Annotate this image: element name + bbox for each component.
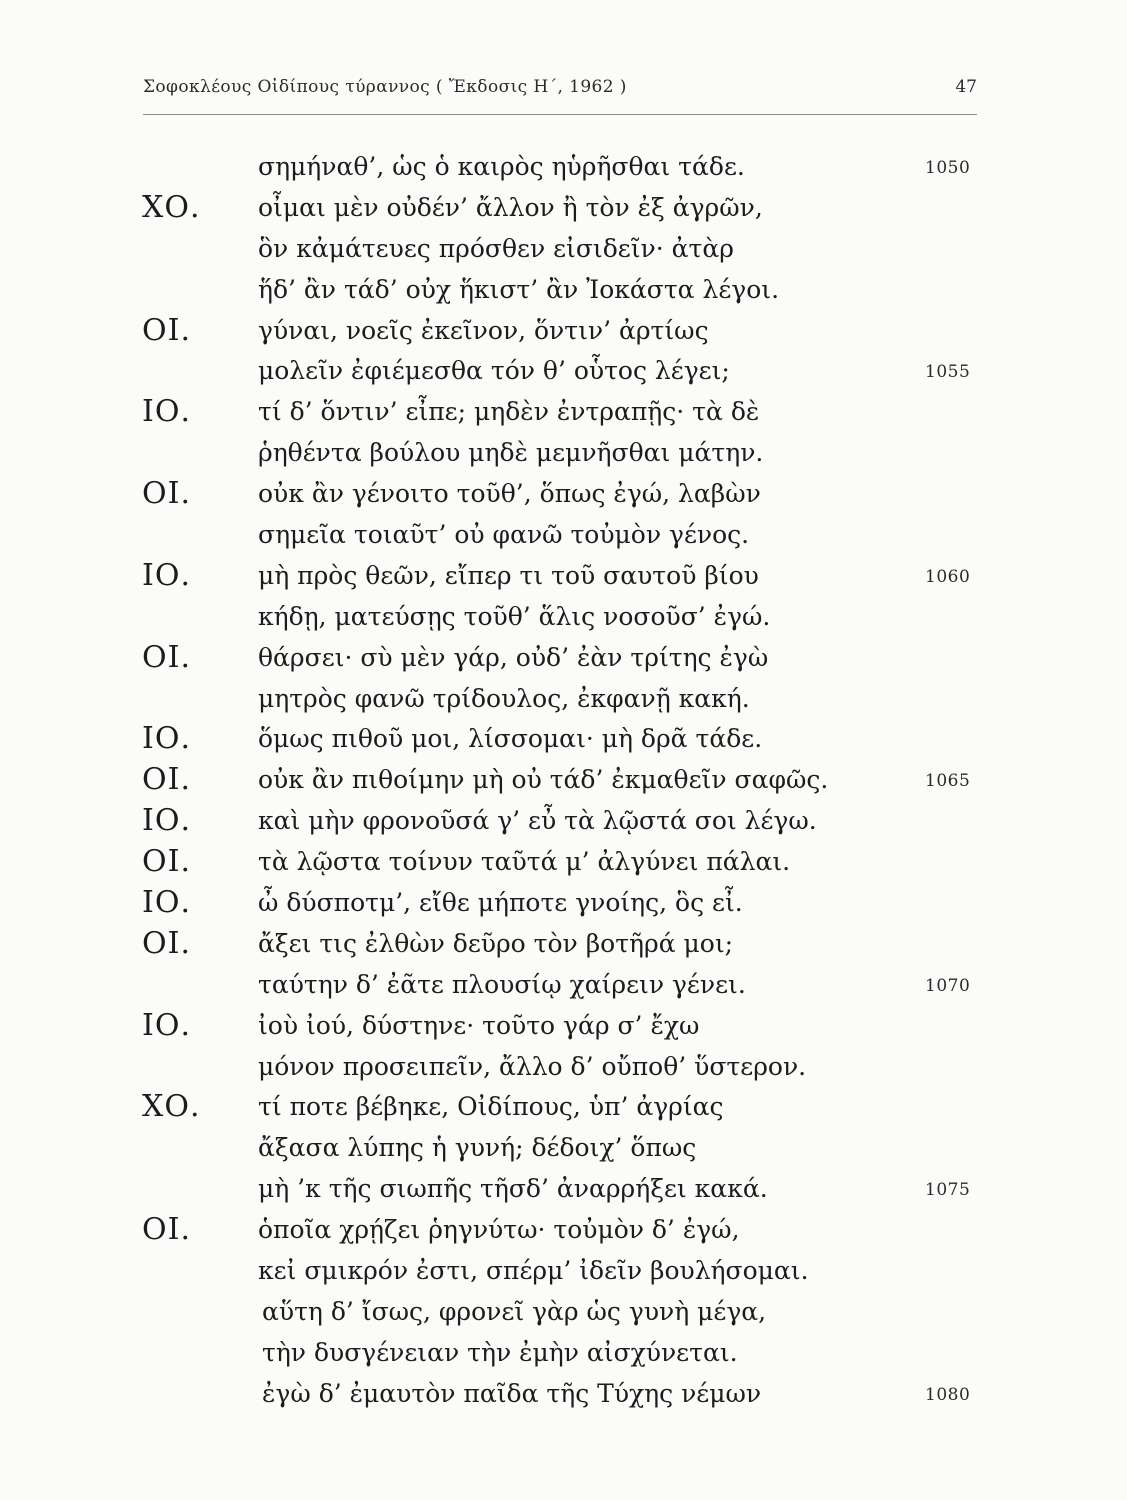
verse-line — [0, 1210, 1127, 1251]
verse-line — [0, 638, 1127, 679]
line-number: 1070 — [925, 975, 971, 996]
speaker-label: ΟΙ. — [142, 312, 191, 348]
verse-line — [0, 801, 1127, 842]
page-number: 47 — [955, 77, 977, 97]
line-number: 1075 — [925, 1180, 971, 1201]
verse-line — [0, 1333, 1127, 1374]
verse-text: ταύτην δ’ ἐᾶτε πλουσίῳ χαίρειν γένει. — [258, 969, 746, 999]
verse-text: ὁποῖα χρῄζει ῥηγνύτω· τοὐμὸν δ’ ἐγώ, — [258, 1215, 740, 1245]
speaker-label: ΧΟ. — [142, 1089, 201, 1125]
verse-line — [0, 1169, 1127, 1210]
verse-text: μὴ ’κ τῆς σιωπῆς τῆσδ’ ἀναρρήξει κακά. — [258, 1174, 768, 1204]
verse-text: ῥηθέντα βούλου μηδὲ μεμνῆσθαι μάτην. — [258, 438, 764, 468]
verse-line — [0, 1374, 1127, 1415]
verse-line — [0, 1087, 1127, 1128]
verse-text: μολεῖν ἐφιέμεσθα τόν θ’ οὗτος λέγει; — [258, 356, 730, 386]
verse-line — [0, 1128, 1127, 1169]
verse-text: σημεῖα τοιαῦτ’ οὐ φανῶ τοὐμὸν γένος. — [258, 520, 750, 550]
verse-text: κεἰ σμικρόν ἐστι, σπέρμ’ ἰδεῖν βουλήσομαι. — [258, 1256, 809, 1286]
line-number: 1060 — [925, 566, 971, 587]
verse-text: σημήναθ’, ὡς ὁ καιρὸς ηὑρῆσθαι τάδε. — [258, 152, 745, 181]
verse-line — [0, 1047, 1127, 1088]
verse-line — [0, 433, 1127, 474]
verse-text: τὰ λῷστα τοίνυν ταῦτά μ’ ἀλγύνει πάλαι. — [258, 847, 791, 877]
verse-text: ὃν κἀμάτευες πρόσθεν εἰσιδεῖν· ἀτὰρ — [258, 233, 734, 263]
verse-line — [0, 1006, 1127, 1047]
verse-line — [0, 229, 1127, 270]
verse-text: αὕτη δ’ ἴσως, φρονεῖ γὰρ ὡς γυνὴ μέγα, — [262, 1296, 767, 1326]
verse-text: οὐκ ἂν πιθοίμην μὴ οὐ τάδ’ ἐκμαθεῖν σαφῶς. — [258, 765, 829, 795]
verse-list — [0, 147, 1127, 1415]
verse-text: ἄξει τις ἐλθὼν δεῦρο τὸν βοτῆρά μοι; — [258, 928, 734, 958]
verse-line — [0, 924, 1127, 965]
verse-line — [0, 760, 1127, 801]
speaker-label: ΙΟ. — [142, 557, 191, 593]
verse-line — [0, 1251, 1127, 1292]
line-number: 1055 — [925, 362, 971, 383]
verse-text: ἐγὼ δ’ ἐμαυτὸν παῖδα τῆς Τύχης νέμων — [262, 1378, 762, 1408]
verse-text: ὅμως πιθοῦ μοι, λίσσομαι· μὴ δρᾶ τάδε. — [258, 724, 763, 754]
verse-line — [0, 842, 1127, 883]
running-header — [143, 74, 977, 108]
speaker-label: ΙΟ. — [142, 885, 191, 921]
verse-line — [0, 556, 1127, 597]
line-number: 1065 — [925, 771, 971, 792]
verse-text: θάρσει· σὺ μὲν γάρ, οὐδ’ ἐὰν τρίτης ἐγὼ — [258, 642, 769, 672]
verse-text: γύναι, νοεῖς ἐκεῖνον, ὅντιν’ ἀρτίως — [258, 315, 709, 345]
verse-text: μὴ πρὸς θεῶν, εἴπερ τι τοῦ σαυτοῦ βίου — [258, 560, 759, 590]
verse-line — [0, 883, 1127, 924]
verse-text: κήδῃ, ματεύσῃς τοῦθ’ ἅλις νοσοῦσ’ ἐγώ. — [258, 601, 771, 631]
running-title: Σοφοκλέους Οἰδίπους τύραννος ( Ἔκδοσις Η΄, 1962 ) — [143, 77, 627, 97]
header-rule — [143, 114, 977, 115]
verse-line — [0, 1292, 1127, 1333]
verse-text: ὦ δύσποτμ’, εἴθε μήποτε γνοίης, ὃς εἶ. — [258, 888, 743, 918]
verse-line — [0, 188, 1127, 229]
verse-line — [0, 474, 1127, 515]
speaker-label: ΟΙ. — [142, 925, 191, 961]
verse-line — [0, 515, 1127, 556]
verse-line — [0, 351, 1127, 392]
speaker-label: ΙΟ. — [142, 803, 191, 839]
verse-line — [0, 679, 1127, 720]
verse-line — [0, 392, 1127, 433]
speaker-label: ΙΟ. — [142, 394, 191, 430]
verse-text: καὶ μὴν φρονοῦσά γ’ εὖ τὰ λῷστά σοι λέγω. — [258, 806, 817, 836]
speaker-label: ΟΙ. — [142, 639, 191, 675]
speaker-label: ΟΙ. — [142, 844, 191, 880]
verse-line — [0, 147, 1127, 188]
verse-text: οὐκ ἂν γένοιτο τοῦθ’, ὅπως ἐγώ, λαβὼν — [258, 479, 761, 509]
speaker-label: ΙΟ. — [142, 721, 191, 757]
verse-text: τί δ’ ὅντιν’ εἶπε; μηδὲν ἐντραπῇς· τὰ δὲ — [258, 397, 760, 427]
verse-line — [0, 270, 1127, 311]
verse-text: τί ποτε βέβηκε, Οἰδίπους, ὑπ’ ἀγρίας — [258, 1092, 724, 1122]
verse-text: ἄξασα λύπης ἡ γυνή; δέδοιχ’ ὅπως — [258, 1133, 697, 1163]
verse-line — [0, 719, 1127, 760]
line-number: 1080 — [925, 1384, 971, 1405]
verse-text: ἰοὺ ἰού, δύστηνε· τοῦτο γάρ σ’ ἔχω — [258, 1010, 700, 1040]
verse-text: μητρὸς φανῶ τρίδουλος, ἐκφανῇ κακή. — [258, 683, 750, 713]
line-number: 1050 — [925, 158, 971, 178]
verse-line — [0, 597, 1127, 638]
speaker-label: ΟΙ. — [142, 1212, 191, 1248]
verse-text: ἥδ’ ἂν τάδ’ οὐχ ἥκιστ’ ἂν Ἰοκάστα λέγοι. — [258, 274, 780, 304]
verse-text: μόνον προσειπεῖν, ἄλλο δ’ οὔποθ’ ὕστερον. — [258, 1051, 807, 1081]
verse-text: οἶμαι μὲν οὐδέν’ ἄλλον ἢ τὸν ἐξ ἀγρῶν, — [258, 192, 763, 222]
verse-text: τὴν δυσγένειαν τὴν ἐμὴν αἰσχύνεται. — [262, 1337, 738, 1367]
speaker-label: ΙΟ. — [142, 1007, 191, 1043]
verse-line — [0, 311, 1127, 352]
speaker-label: ΟΙ. — [142, 762, 191, 798]
speaker-label: ΟΙ. — [142, 476, 191, 512]
speaker-label: ΧΟ. — [142, 189, 201, 225]
verse-line — [0, 965, 1127, 1006]
